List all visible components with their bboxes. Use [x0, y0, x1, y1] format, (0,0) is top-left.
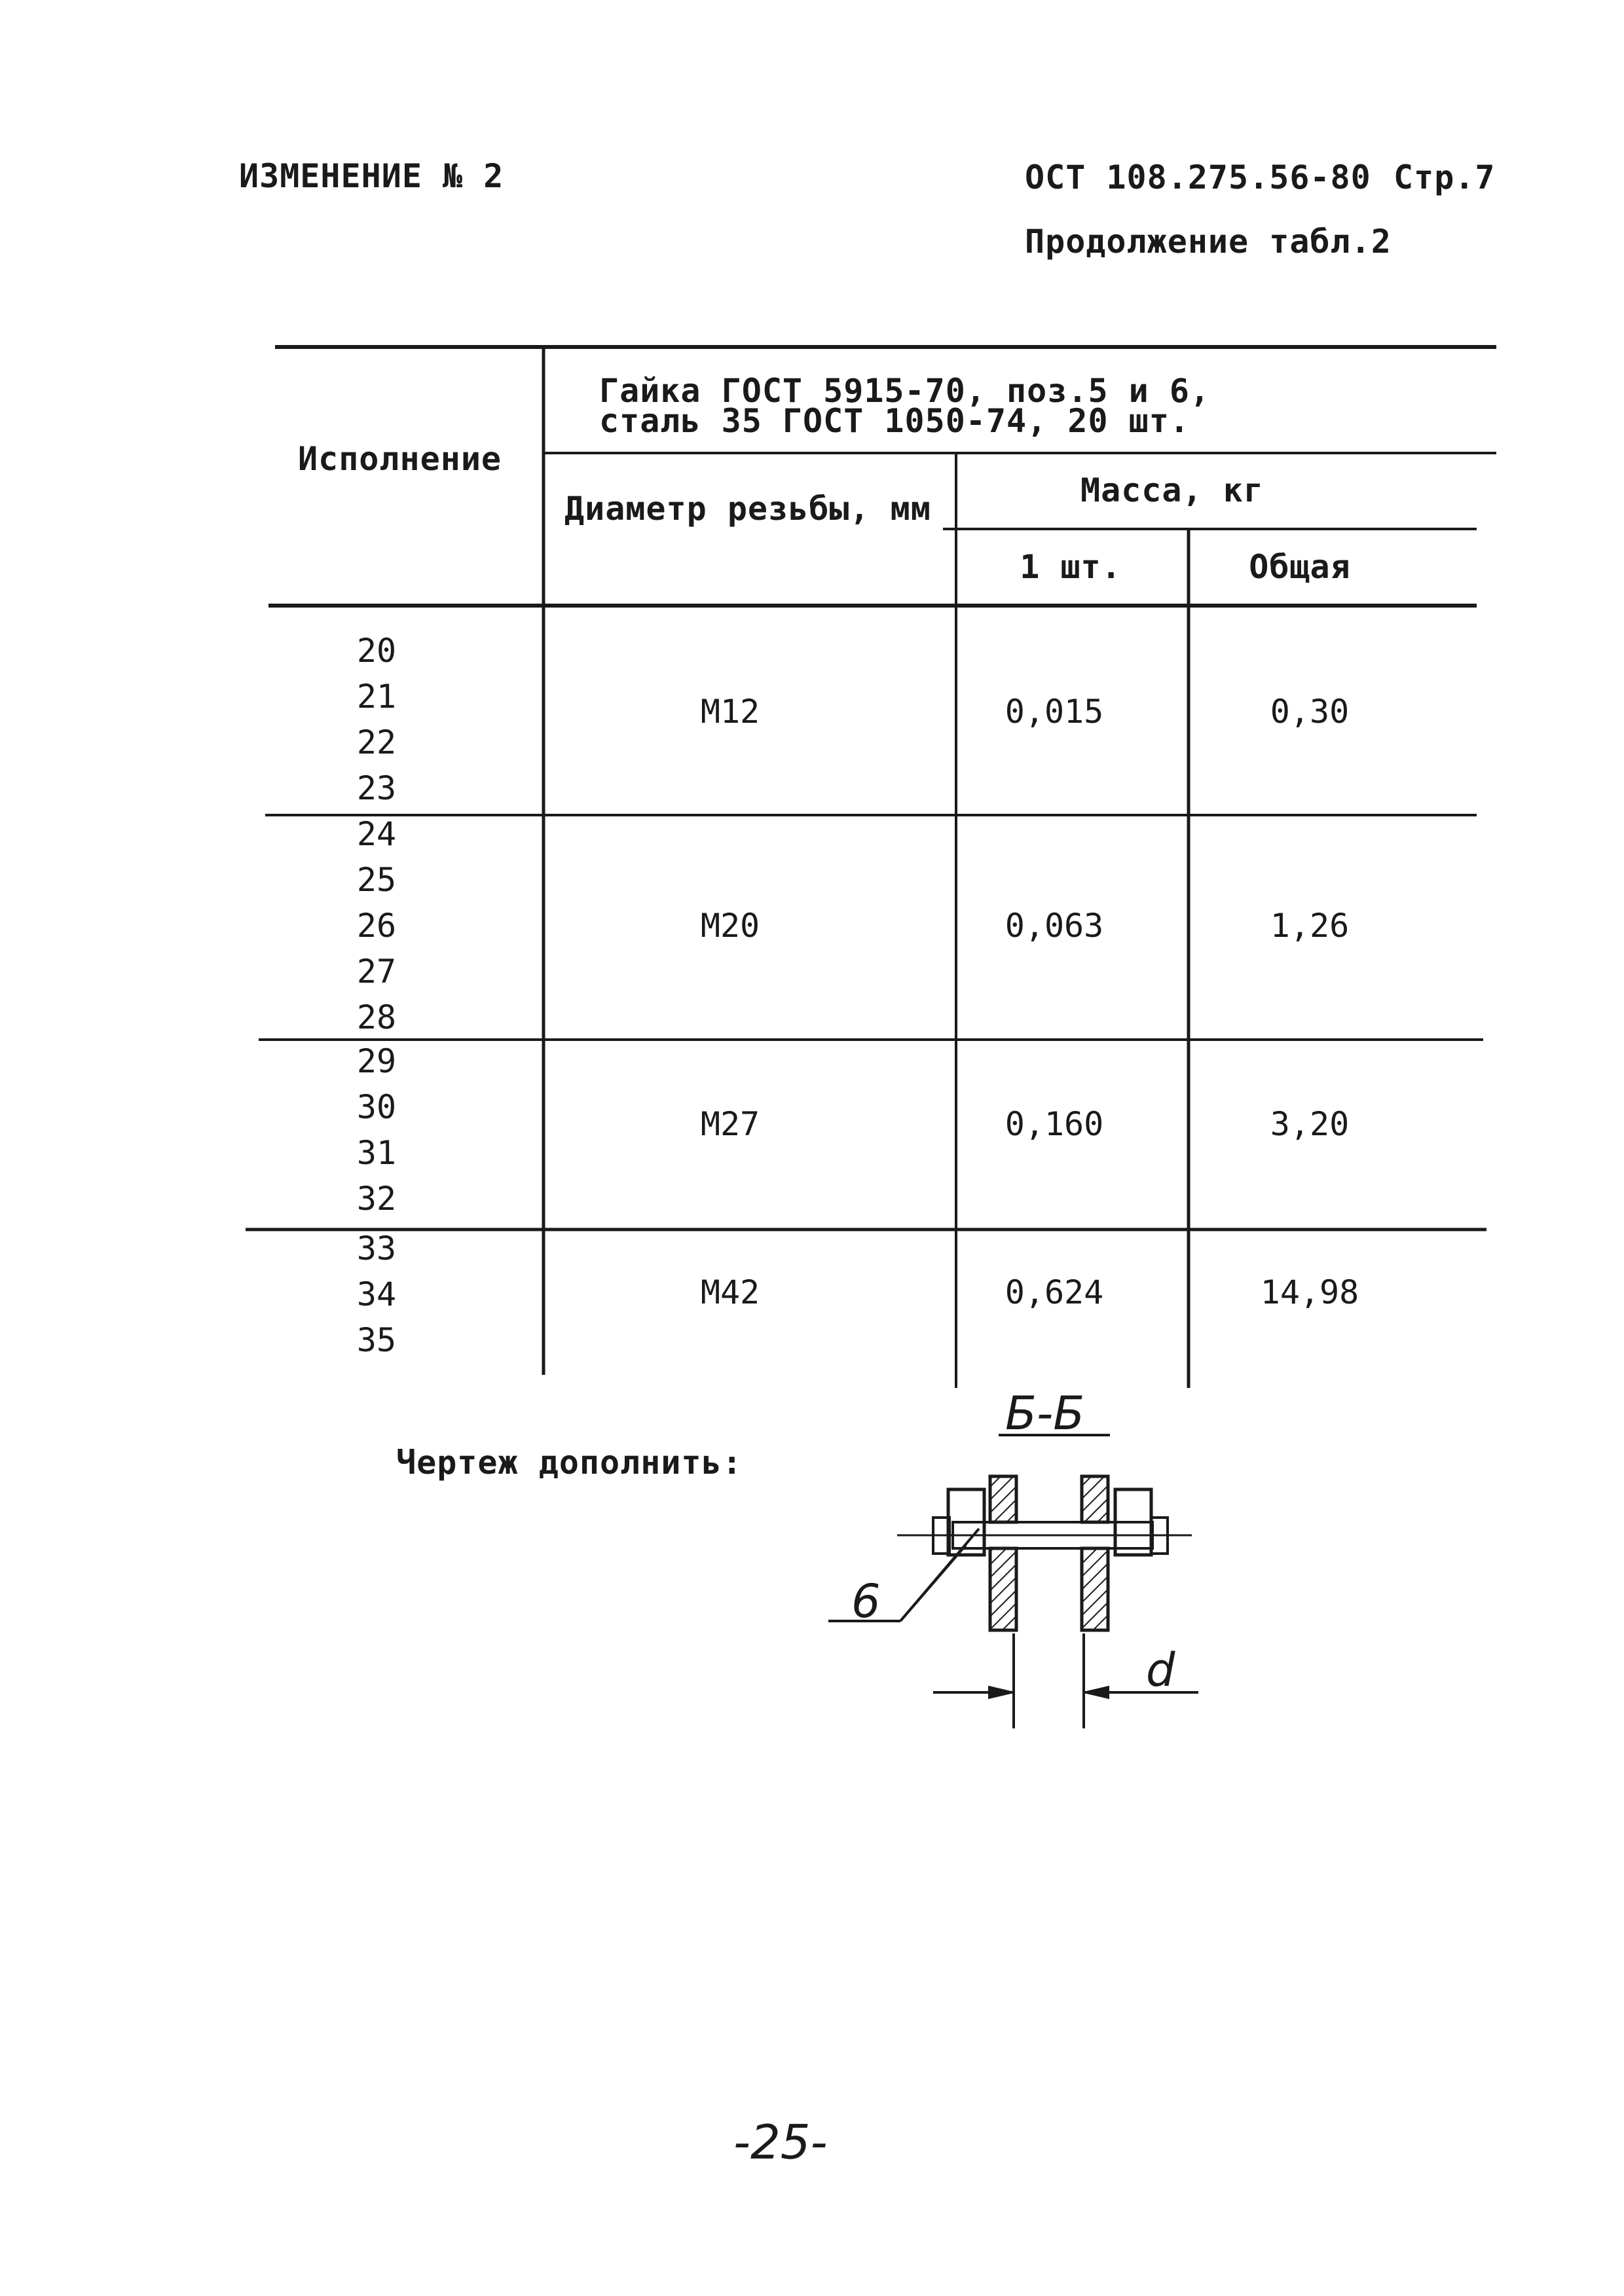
execution-number: 28: [356, 998, 397, 1036]
table-continuation-label: Продолжение табл.2: [1025, 223, 1392, 261]
callout-label: 6: [851, 1575, 881, 1628]
execution-number: 20: [356, 632, 397, 670]
execution-number: 32: [356, 1180, 397, 1218]
document-code: ОСТ 108.275.56-80: [1025, 158, 1371, 196]
mass-per-piece-cell: 0,160: [1005, 1105, 1104, 1143]
mass-total-cell: 0,30: [1270, 693, 1350, 731]
thread-diameter-cell: М42: [700, 1273, 760, 1311]
execution-number: 22: [356, 723, 397, 761]
drawing-note: Чертеж дополнить:: [396, 1444, 743, 1482]
mass-total-cell: 3,20: [1270, 1105, 1350, 1143]
mass-per-piece-cell: 0,015: [1005, 693, 1104, 731]
execution-number: 26: [356, 907, 397, 945]
mass-total-column-header: Общая: [1249, 548, 1351, 586]
execution-number: 29: [356, 1042, 397, 1080]
execution-number: 24: [356, 815, 397, 853]
page-label: Стр.7: [1393, 158, 1496, 196]
execution-number: 30: [356, 1088, 397, 1126]
dimension-label: d: [1146, 1643, 1175, 1697]
thread-diameter-cell: М20: [700, 907, 760, 945]
mass-total-cell: 1,26: [1270, 907, 1350, 945]
change-label: ИЗМЕНЕНИЕ № 2: [239, 157, 504, 195]
nut-group-title-line2: сталь 35 ГОСТ 1050-74, 20 шт.: [599, 402, 1190, 440]
thread-diameter-cell: М27: [700, 1105, 760, 1143]
execution-number: 21: [356, 678, 397, 716]
execution-number: 35: [356, 1321, 397, 1359]
execution-number: 31: [356, 1134, 397, 1172]
nut-group-title-line1: Гайка ГОСТ 5915-70, поз.5 и 6,: [599, 372, 1211, 410]
thread-diameter-cell: М12: [700, 693, 760, 731]
execution-column-header: Исполнение: [298, 440, 502, 478]
execution-number: 23: [356, 769, 397, 807]
mass-per-piece-cell: 0,624: [1005, 1273, 1104, 1311]
section-label: Б-Б: [1005, 1387, 1085, 1440]
execution-number: 27: [356, 953, 397, 991]
mass-total-cell: 14,98: [1260, 1273, 1359, 1311]
mass-column-header: Масса, кг: [1080, 471, 1264, 509]
page-number: -25-: [733, 2115, 828, 2170]
mass-per-piece-column-header: 1 шт.: [1020, 548, 1122, 586]
execution-number: 25: [356, 861, 397, 899]
execution-number: 34: [356, 1275, 397, 1313]
thread-diameter-column-header: Диаметр резьбы, мм: [564, 490, 931, 528]
mass-per-piece-cell: 0,063: [1005, 907, 1104, 945]
execution-number: 33: [356, 1230, 397, 1267]
